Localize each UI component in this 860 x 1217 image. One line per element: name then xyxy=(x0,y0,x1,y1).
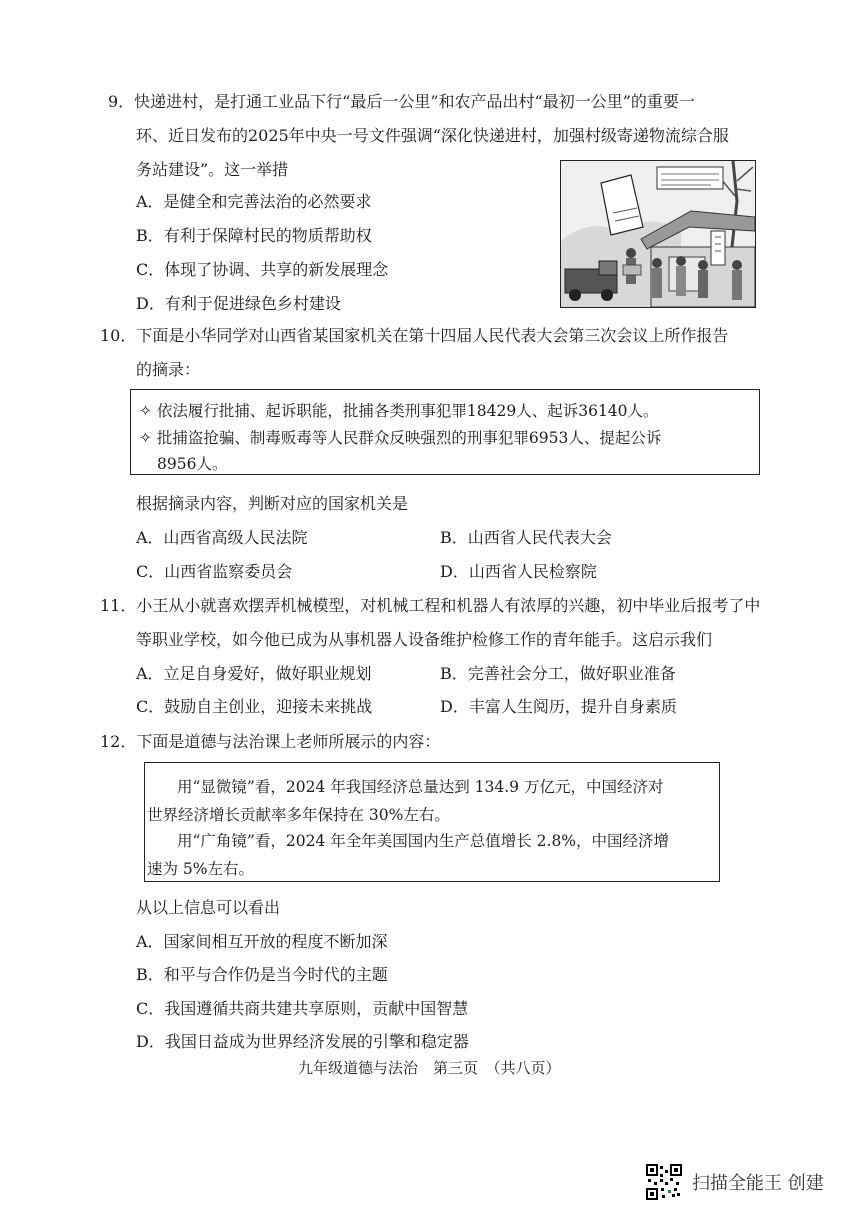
q9-stem-line-1: 9．快递进村，是打通工业品下行“最后一公里”和农产品出村“最初一公里”的重要一 xyxy=(108,92,695,111)
q10-option-c: C．山西省监察委员会 xyxy=(136,562,293,581)
q11-stem-line-2: 等职业学校，如今他已成为从事机器人设备维护检修工作的青年能手。这启示我们 xyxy=(136,630,713,649)
q11-stem-line-1: 11．小王从小就喜欢摆弄机械模型，对机械工程和机器人有浓厚的兴趣，初中毕业后报考了中 xyxy=(100,596,761,615)
q9-stem-line-2: 环、近日发布的2025年中央一号文件强调“深化快递进村，加强村级寄递物流综合服 xyxy=(136,126,729,145)
q12-box-line-3: 用“广角镜”看，2024 年全年美国国内生产总值增长 2.8%，中国经济增 xyxy=(177,832,670,850)
q10-option-a: A．山西省高级人民法院 xyxy=(136,528,308,547)
q11-option-b: B．完善社会分工，做好职业准备 xyxy=(440,664,676,683)
q9-option-c: C．体现了协调、共享的新发展理念 xyxy=(136,260,389,279)
village-delivery-illustration xyxy=(561,161,755,307)
q10-stem-line-1: 10．下面是小华同学对山西省某国家机关在第十四届人民代表大会第三次会议上所作报告 xyxy=(100,326,729,345)
q12-stem-line-1: 12．下面是道德与法治课上老师所展示的内容： xyxy=(100,732,441,751)
q10-stem-line-2: 的摘录： xyxy=(136,360,201,379)
scanner-watermark xyxy=(646,1162,824,1202)
q12-option-d: D．我国日益成为世界经济发展的引擎和稳定器 xyxy=(136,1032,469,1051)
q10-option-b: B．山西省人民代表大会 xyxy=(440,528,612,547)
q10-prompt: 根据摘录内容，判断对应的国家机关是 xyxy=(136,494,409,513)
q9-option-a: A．是健全和完善法治的必然要求 xyxy=(136,192,372,211)
q10-excerpt-line-3: 8956人。 xyxy=(157,455,228,473)
q11-option-c: C．鼓励自主创业，迎接未来挑战 xyxy=(136,697,373,716)
q11-option-a: A．立足自身爱好，做好职业规划 xyxy=(136,664,372,683)
q9-option-b: B．有利于保障村民的物质帮助权 xyxy=(136,226,372,245)
q9-option-d: D．有利于促进绿色乡村建设 xyxy=(136,294,341,313)
q12-option-b: B．和平与合作仍是当今时代的主题 xyxy=(136,965,388,984)
q10-excerpt-line-2: ✧ 批捕盗抢骗、制毒贩毒等人民群众反映强烈的刑事犯罪6953人、提起公诉 xyxy=(139,429,662,447)
page-footer: 九年级道德与法治 第三页 （共八页） xyxy=(298,1059,561,1077)
q12-box-line-2: 世界经济增长贡献率多年保持在 30%左右。 xyxy=(147,806,450,824)
q10-excerpt-line-1: ✧ 依法履行批捕、起诉职能，批捕各类刑事犯罪18429人、起诉36140人。 xyxy=(139,402,659,420)
q9-cartoon-image xyxy=(560,160,756,308)
scanner-app-label: 扫描全能王 创建 xyxy=(692,1173,824,1194)
q12-option-c: C．我国遵循共商共建共享原则，贡献中国智慧 xyxy=(136,999,469,1018)
q10-option-d: D．山西省人民检察院 xyxy=(440,562,597,581)
q12-option-a: A．国家间相互开放的程度不断加深 xyxy=(136,932,388,951)
q12-box-line-1: 用“显微镜”看，2024 年我国经济总量达到 134.9 万亿元，中国经济对 xyxy=(177,778,664,796)
q11-option-d: D．丰富人生阅历，提升自身素质 xyxy=(440,697,677,716)
q12-prompt: 从以上信息可以看出 xyxy=(136,898,281,917)
qr-code-icon xyxy=(646,1164,682,1200)
q10-excerpt-box xyxy=(130,389,760,475)
q9-stem-line-3: 务站建设”。这一举措 xyxy=(136,160,289,179)
q12-box-line-4: 速为 5%左右。 xyxy=(147,860,255,878)
q12-content-box xyxy=(144,762,720,882)
